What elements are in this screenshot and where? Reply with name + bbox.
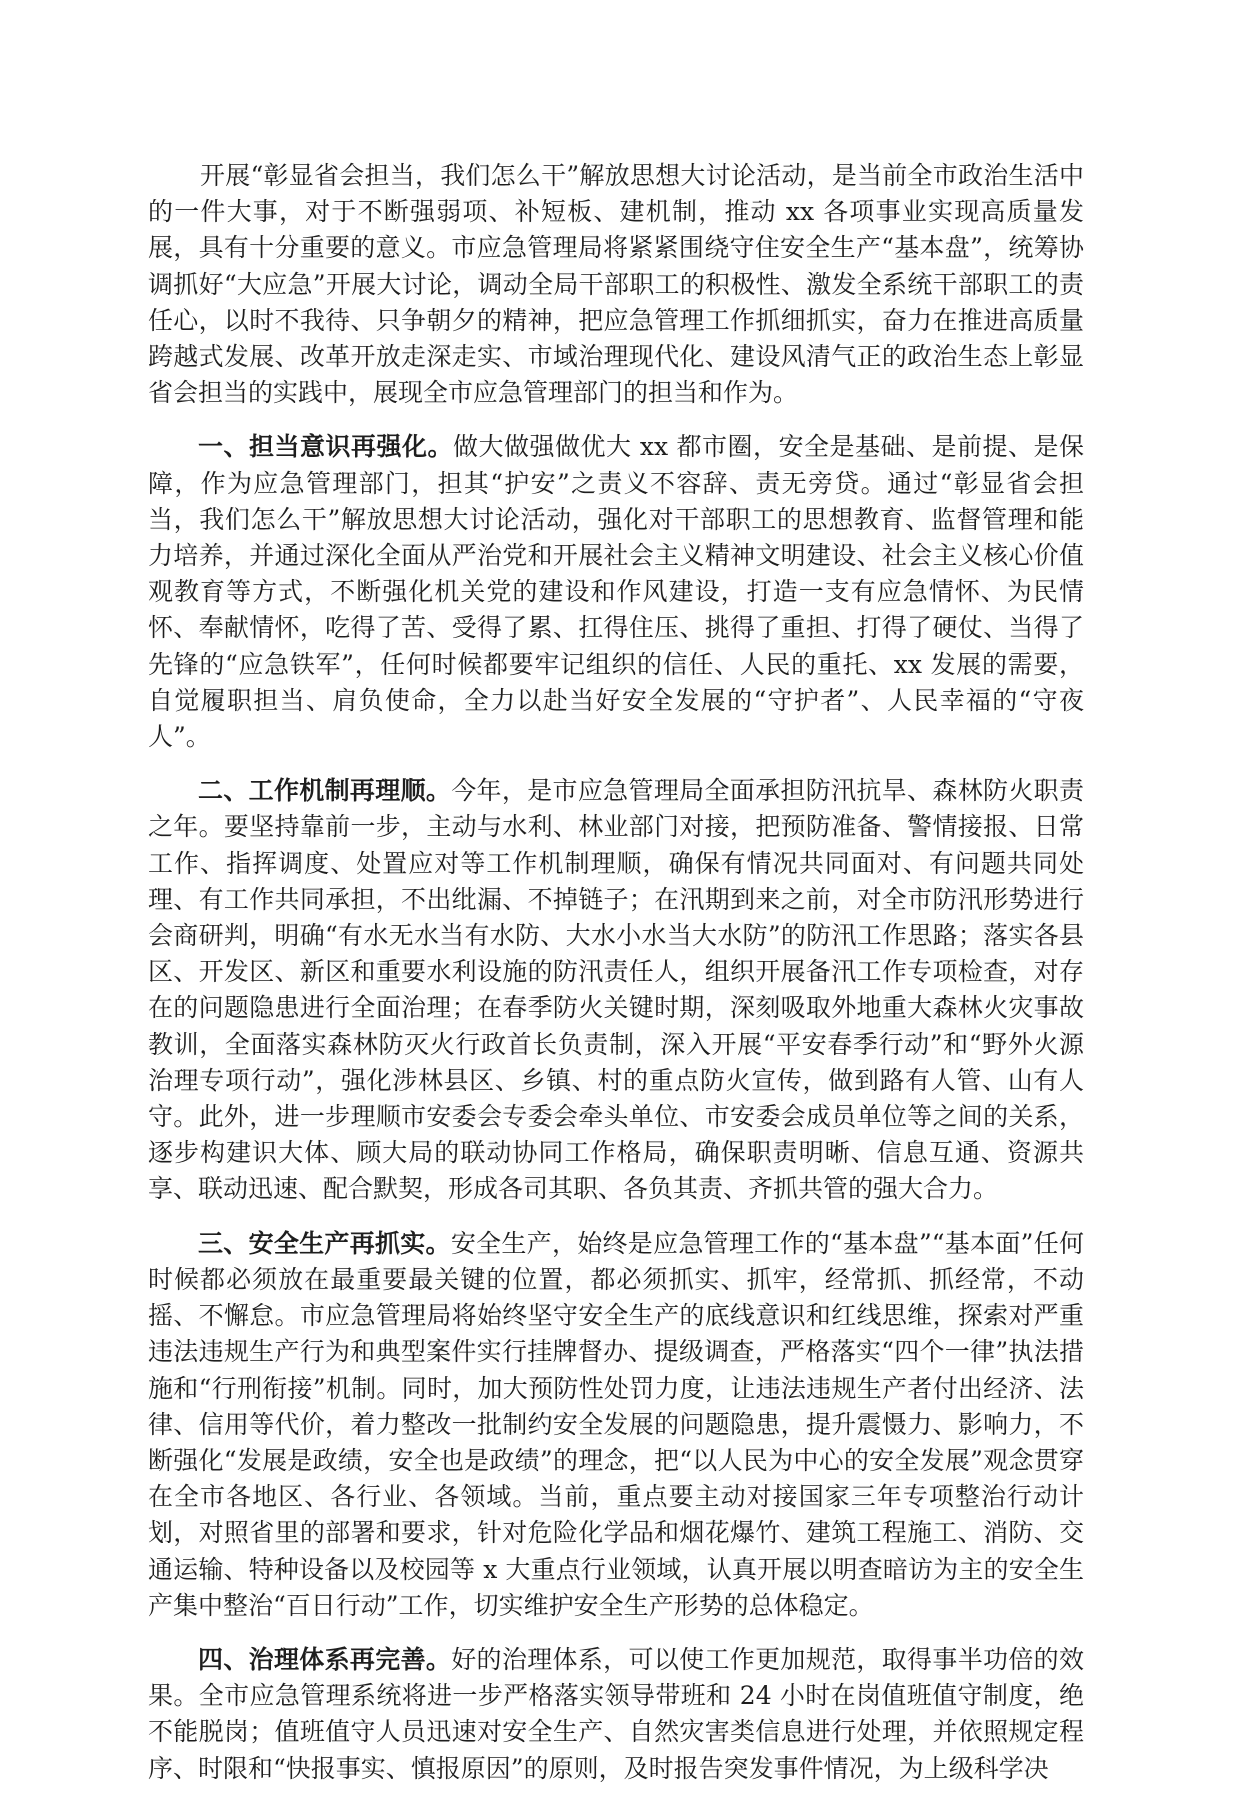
paragraph-intro [148,158,1084,411]
paragraph-section-4 [148,1642,1084,1787]
paragraph-heading: 四、治理体系再完善。 [198,1644,452,1674]
paragraph-heading: 一、担当意识再强化。 [198,432,453,462]
paragraph-text: 好的治理体系，可以使工作更加规范，取得事半功倍的效果。全市应急管理系统将进一步严格落实领导带班和 24 小时在岗值班值守制度，绝不能脱岗；值班值守人员迅速对安全生产、自然灾害类信息进行处理，并依照规定程序、时限和“快报事实、慎报原因”的原则，及时报告突发事件情况，为上级科学决 [148,1644,1084,1783]
paragraph-text: 开展“彰显省会担当，我们怎么干”解放思想大讨论活动，是当前全市政治生活中的一件大事，对于不断强弱项、补短板、建机制，推动 xx 各项事业实现高质量发展，具有十分重要的意义。市应急管理局将紧紧围绕守住安全生产“基本盘”，统筹协调抓好“大应急”开展大讨论，调动全局干部职工的积极性、激发全系统干部职工的责任心，以时不我待、只争朝夕的精神，把应急管理工作抓细抓实，奋力在推进高质量跨越式发展、改革开放走深走实、市域治理现代化、建设风清气正的政治生态上彰显省会担当的实践中，展现全市应急管理部门的担当和作为。 [148,161,1084,408]
paragraph-text: 安全生产，始终是应急管理工作的“基本盘”“基本面”任何时候都必须放在最重要最关键的位置，都必须抓实、抓牢，经常抓、抓经常，不动摇、不懈怠。市应急管理局将始终坚守安全生产的底线意识和红线思维，探索对严重违法违规生产行为和典型案件实行挂牌督办、提级调查，严格落实“四个一律”执法措施和“行刑衔接”机制。同时，加大预防性处罚力度，让违法违规生产者付出经济、法律、信用等代价，着力整改一批制约安全发展的问题隐患，提升震慑力、影响力，不断强化“发展是政绩，安全也是政绩”的理念，把“以人民为中心的安全发展”观念贯穿在全市各地区、各行业、各领域。当前，重点要主动对接国家三年专项整治行动计划，对照省里的部署和要求，针对危险化学品和烟花爆竹、建筑工程施工、消防、交通运输、特种设备以及校园等 x 大重点行业领域，认真开展以明查暗访为主的安全生产集中整治“百日行动”工作，切实维护安全生产形势的总体稳定。 [148,1228,1084,1620]
paragraph-text: 做大做强做优大 xx 都市圈，安全是基础、是前提、是保障，作为应急管理部门，担其“护安”之责义不容辞、责无旁贷。通过“彰显省会担当，我们怎么干”解放思想大讨论活动，强化对干部职工的思想教育、监督管理和能力培养，并通过深化全面从严治党和开展社会主义精神文明建设、社会主义核心价值观教育等方式，不断强化机关党的建设和作风建设，打造一支有应急情怀、为民情怀、奉献情怀，吃得了苦、受得了累、扛得住压、挑得了重担、打得了硬仗、当得了先锋的“应急铁军”，任何时候都要牢记组织的信任、人民的重托、xx 发展的需要，自觉履职担当、肩负使命，全力以赴当好安全发展的“守护者”、人民幸福的“守夜人”。 [148,432,1084,752]
paragraph-section-1 [148,429,1084,755]
paragraph-heading: 三、安全生产再抓实。 [198,1228,451,1258]
document-body [148,158,1084,1805]
paragraph-text: 今年，是市应急管理局全面承担防汛抗旱、森林防火职责之年。要坚持靠前一步，主动与水利、林业部门对接，把预防准备、警情接报、日常工作、指挥调度、处置应对等工作机制理顺，确保有情况共同面对、有问题共同处理、有工作共同承担，不出纰漏、不掉链子；在汛期到来之前，对全市防汛形势进行会商研判，明确“有水无水当有水防、大水小水当大水防”的防汛工作思路；落实各县区、开发区、新区和重要水利设施的防汛责任人，组织开展备汛工作专项检查，对存在的问题隐患进行全面治理；在春季防火关键时期，深刻吸取外地重大森林火灾事故教训，全面落实森林防灭火行政首长负责制，深入开展“平安春季行动”和“野外火源治理专项行动”，强化涉林县区、乡镇、村的重点防火宣传，做到路有人管、山有人守。此外，进一步理顺市安委会专委会牵头单位、市安委会成员单位等之间的关系，逐步构建识大体、顾大局的联动协同工作格局，确保职责明晰、信息互通、资源共享、联动迅速、配合默契，形成各司其职、各负其责、齐抓共管的强大合力。 [148,776,1084,1204]
paragraph-heading: 二、工作机制再理顺。 [198,776,452,806]
paragraph-section-3 [148,1226,1084,1624]
paragraph-section-2 [148,773,1084,1207]
